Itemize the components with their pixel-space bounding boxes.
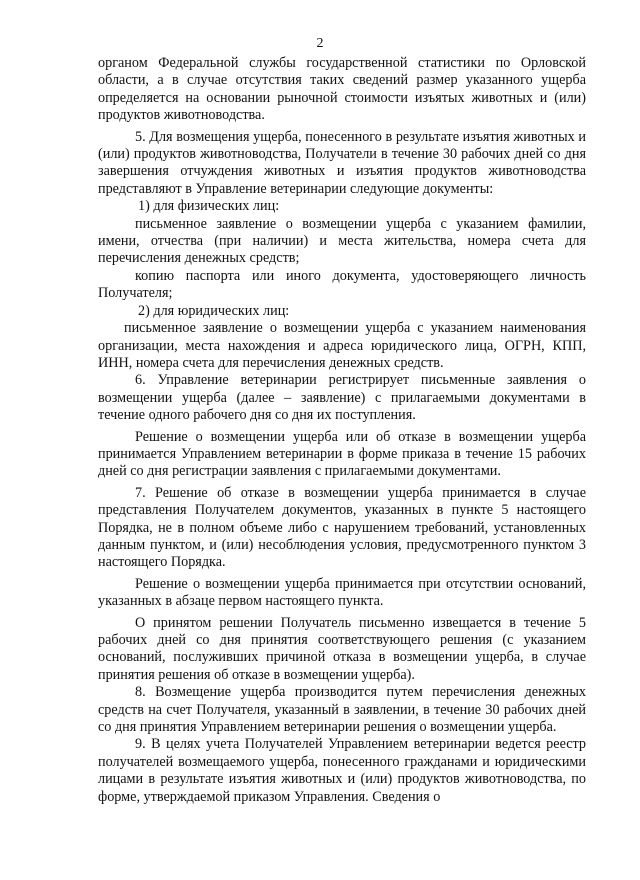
paragraph-clause-6: 6. Управление ветеринарии регистрирует письменные заявления о возмещении ущерба (далее – заявление) с прилагаемыми документами в течение одного рабочего дня со дня их поступления. <box>98 372 586 424</box>
paragraph-individual-application: письменное заявление о возмещении ущерба с указанием фамилии, имени, отчества (при наличии) и места жительства, номера счета для перечисления денежных средств; <box>98 215 586 267</box>
paragraph-clause-9: 9. В целях учета Получателей Управлением ветеринарии ведется реестр получателей возмещаемого ущерба, понесенного гражданами и юридическими лицами в результате изъятия животных и (или) продуктов животноводства, по форме, утверждаемой приказом Управления. Сведения о <box>98 736 586 805</box>
list-item-individuals: 1) для физических лиц: <box>138 198 280 215</box>
paragraph-clause-5: 5. Для возмещения ущерба, понесенного в результате изъятия животных и (или) продуктов животноводства, Получатели в течение 30 рабочих дней со дня завершения отчуждения животных и изъятия продуктов животноводства представляют в Управление ветеринарии следующие документы: <box>98 128 586 197</box>
page-number: 2 <box>316 36 324 51</box>
paragraph-clause-8: 8. Возмещение ущерба производится путем перечисления денежных средств на счет Получателя, указанный в заявлении, в течение 30 рабочих дней со дня принятия Управлением ветеринарии решения о возмещении ущерба. <box>98 684 586 736</box>
paragraph-clause-7: 7. Решение об отказе в возмещении ущерба принимается в случае представления Получателем документов, указанных в пункте 5 настоящего Порядка, не в полном объеме либо с нарушением требований, установленных данным пунктом, и (или) несоблюдения условия, предусмотренного пунктом 3 настоящего Порядка. <box>98 484 586 571</box>
document-body <box>98 55 586 806</box>
paragraph-passport-copy: копию паспорта или иного документа, удостоверяющего личность Получателя; <box>98 267 586 302</box>
list-item-legal-entities: 2) для юридических лиц: <box>138 302 290 319</box>
paragraph-recipient-notice: О принятом решении Получатель письменно извещается в течение 5 рабочих дней со дня принятия соответствующего решения (с указанием оснований, послуживших причиной отказа в возмещении ущерба, в случае принятия решения об отказе в возмещении ущерба). <box>98 614 586 683</box>
paragraph-compensation-decision: Решение о возмещении ущерба принимается при отсутствии оснований, указанных в абзаце первом настоящего пункта. <box>98 575 586 610</box>
paragraph-legal-entity-application: письменное заявление о возмещении ущерба с указанием наименования организации, места нахождения и адреса юридического лица, ОГРН, КПП, ИНН, номера счета для перечисления денежных средств. <box>98 320 586 371</box>
paragraph-decision-order: Решение о возмещении ущерба или об отказе в возмещении ущерба принимается Управлением ветеринарии в форме приказа в течение 15 рабочих дней со дня регистрации заявления с прилагаемыми документами. <box>98 428 586 480</box>
paragraph-valuation-continuation: органом Федеральной службы государственной статистики по Орловской области, а в случае отсутствия таких сведений размер указанного ущерба определяется на основании рыночной стоимости изъятых животных и (или) продуктов животноводства. <box>98 55 586 124</box>
